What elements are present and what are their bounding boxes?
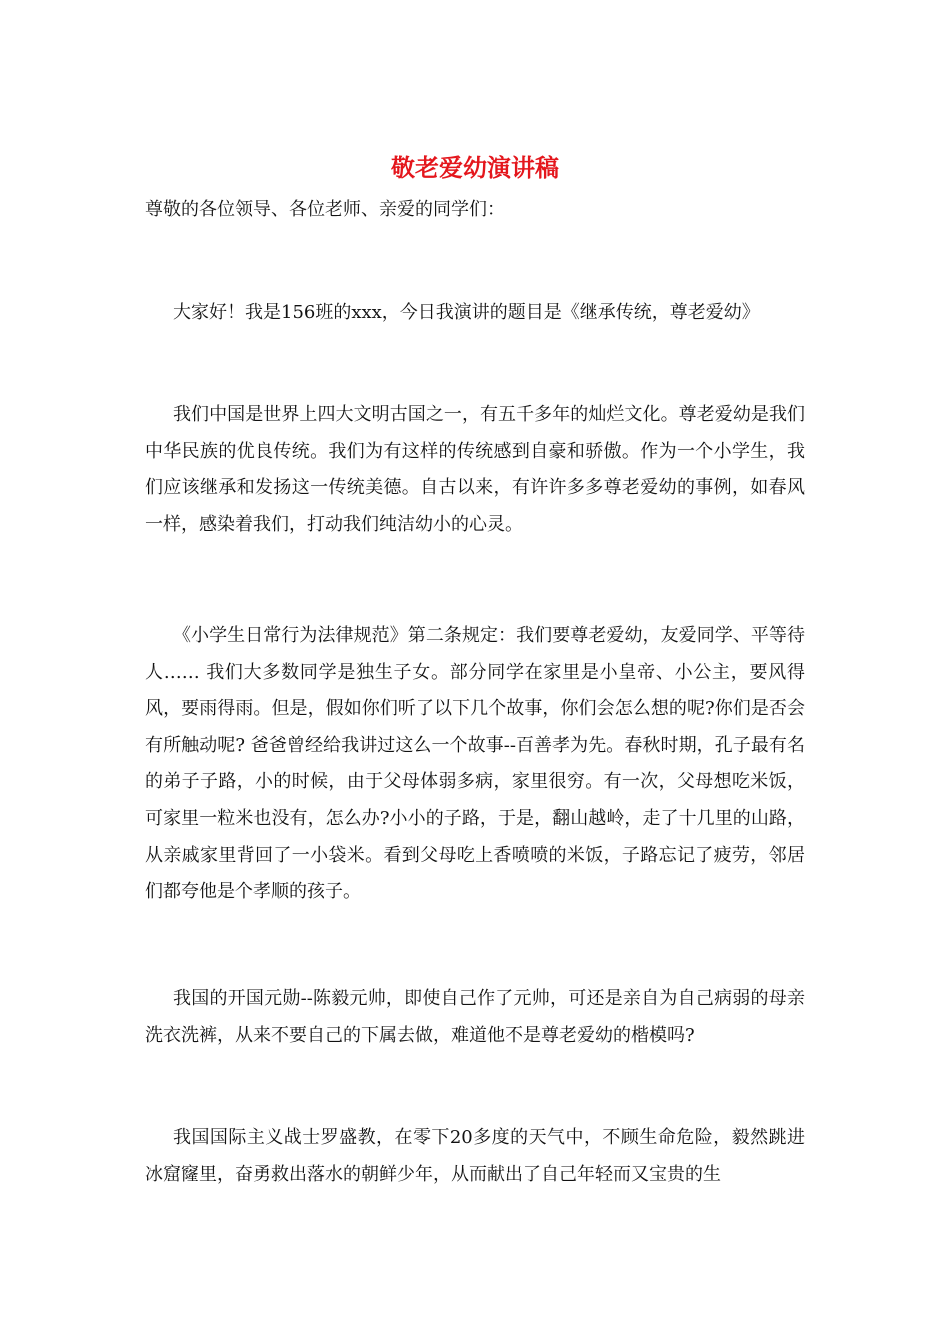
paragraph: 《小学生日常行为法律规范》第二条规定：我们要尊老爱幼，友爱同学、平等待人…… 我们大多数同学是独生子女。部分同学在家里是小皇帝、小公主，要风得风，要雨得雨。但是，假如你们听了以下几个故事，你们会怎么想的呢?你们是否会有所触动呢? 爸爸曾经给我讲过这么一个故事--百善孝为先。春秋时期，孔子最有名的弟子子路，小的时候，由于父母体弱多病，家里很穷。有一次，父母想吃米饭，可家里一粒米也没有，怎么办?小小的子路，于是，翻山越岭，走了十几里的山路，从亲戚家里背回了一小袋米。看到父母吃上香喷喷的米饭，子路忘记了疲劳，邻居们都夸他是个孝顺的孩子。 [145, 625, 805, 903]
document-title: 敬老爱幼演讲稿 [391, 153, 559, 182]
paragraph: 我国的开国元勋--陈毅元帅，即使自己作了元帅，可还是亲自为自己病弱的母亲洗衣洗裤，从来不要自己的下属去做，难道他不是尊老爱幼的楷模吗? [145, 988, 805, 1046]
salutation: 尊敬的各位领导、各位老师、亲爱的同学们： [145, 199, 505, 220]
paragraph: 我国国际主义战士罗盛教，在零下20多度的天气中，不顾生命危险，毅然跳进冰窟窿里，奋勇救出落水的朝鲜少年，从而献出了自己年轻而又宝贵的生 [145, 1127, 805, 1185]
paragraph: 我们中国是世界上四大文明古国之一，有五千多年的灿烂文化。尊老爱幼是我们中华民族的优良传统。我们为有这样的传统感到自豪和骄傲。作为一个小学生，我们应该继承和发扬这一传统美德。自古以来，有许许多多尊老爱幼的事例，如春风一样，感染着我们，打动我们纯洁幼小的心灵。 [145, 404, 805, 535]
paragraph: 大家好！我是156班的xxx，今日我演讲的题目是《继承传统，尊老爱幼》 [173, 302, 760, 323]
